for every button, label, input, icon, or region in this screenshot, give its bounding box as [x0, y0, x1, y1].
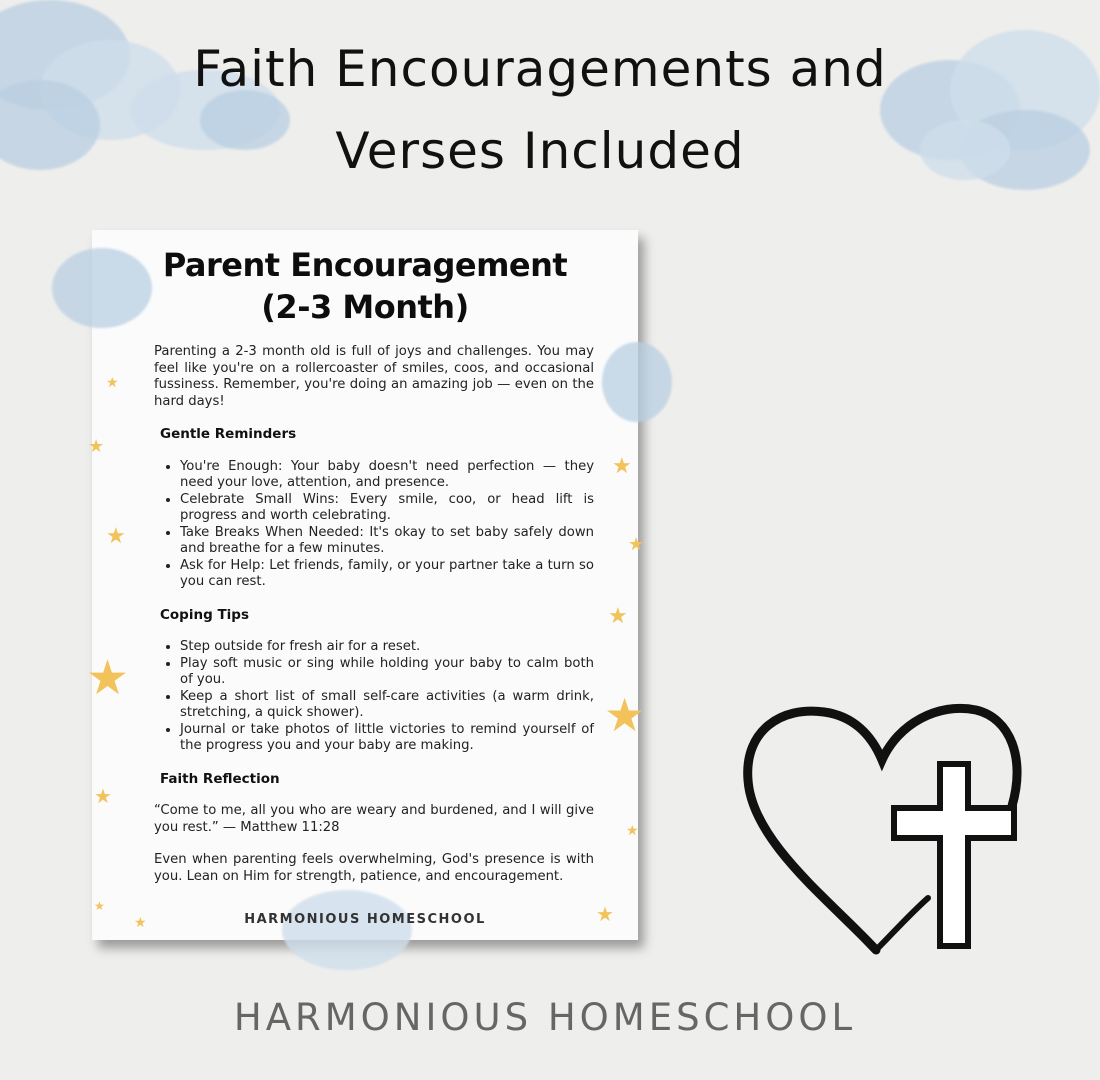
sheet-cloud-right	[602, 342, 672, 422]
brand-footer: HARMONIOUS HOMESCHOOL	[233, 996, 857, 1039]
closing-paragraph: Even when parenting feels overwhelming, God's presence is with you. Lean on Him for strength, patience, and encouragement.	[154, 852, 594, 884]
faith-reflection-heading: Faith Reflection	[160, 770, 280, 787]
list-item: • Play soft music or sing while holding your baby to calm both of you.	[180, 656, 594, 689]
star-icon: ★	[604, 688, 646, 742]
intro-paragraph: Parenting a 2-3 month old is full of joys and challenges. You may feel like you're on a rollercoaster of smiles, coos, and occasional fussiness. Remember, you're doing an amazing job — even on the hard days!	[154, 344, 594, 409]
list-item: • Journal or take photos of little victories to remind yourself of the progress you and your baby are making.	[180, 722, 594, 755]
sheet-title-line-2: (2-3 Month)	[261, 288, 469, 326]
star-icon: ★	[612, 454, 632, 479]
sheet-title-line-1: Parent Encouragement	[162, 246, 568, 284]
coping-tips-heading: Coping Tips	[160, 606, 249, 623]
sheet-body	[154, 344, 594, 885]
gentle-reminders-list	[154, 459, 594, 591]
gentle-reminders-heading: Gentle Reminders	[160, 426, 297, 442]
star-icon: ★	[608, 604, 628, 629]
sheet-footer-brand: HARMONIOUS HOMESCHOOL	[244, 912, 486, 927]
star-icon: ★	[94, 784, 112, 808]
star-icon: ★	[596, 902, 614, 926]
star-icon: ★	[106, 375, 119, 391]
star-icon: ★	[106, 524, 126, 549]
star-icon: ★	[628, 534, 645, 555]
printable-sheet-preview	[86, 230, 646, 940]
list-item: • Celebrate Small Wins: Every smile, coo, or head lift is progress and worth celebrating.	[180, 492, 594, 525]
sheet-title	[92, 244, 638, 328]
star-icon: ★	[626, 823, 639, 839]
list-item: • Take Breaks When Needed: It's okay to set baby safely down and breathe for a few minutes.	[180, 525, 594, 558]
headline-line-1: Faith Encouragements and	[193, 40, 887, 98]
page-headline	[0, 28, 1080, 192]
headline-line-2: Verses Included	[335, 122, 745, 180]
star-icon: ★	[94, 899, 105, 913]
list-item: • Keep a short list of small self-care activities (a warm drink, stretching, a quick shower).	[180, 689, 594, 722]
list-item: • You're Enough: Your baby doesn't need perfection — they need your love, attention, and presence.	[180, 459, 594, 492]
coping-tips-list	[154, 639, 594, 755]
list-item: • Ask for Help: Let friends, family, or your partner take a turn so you can rest.	[180, 558, 594, 591]
heart-cross-icon	[742, 702, 1024, 952]
star-icon: ★	[88, 436, 105, 457]
bible-verse: “Come to me, all you who are weary and burdened, and I will give you rest.” — Matthew 11:28	[154, 803, 594, 835]
star-icon: ★	[134, 915, 147, 931]
star-icon: ★	[86, 650, 130, 706]
sheet-cloud-bottom	[282, 890, 412, 970]
list-item: • Step outside for fresh air for a reset.	[180, 639, 594, 656]
